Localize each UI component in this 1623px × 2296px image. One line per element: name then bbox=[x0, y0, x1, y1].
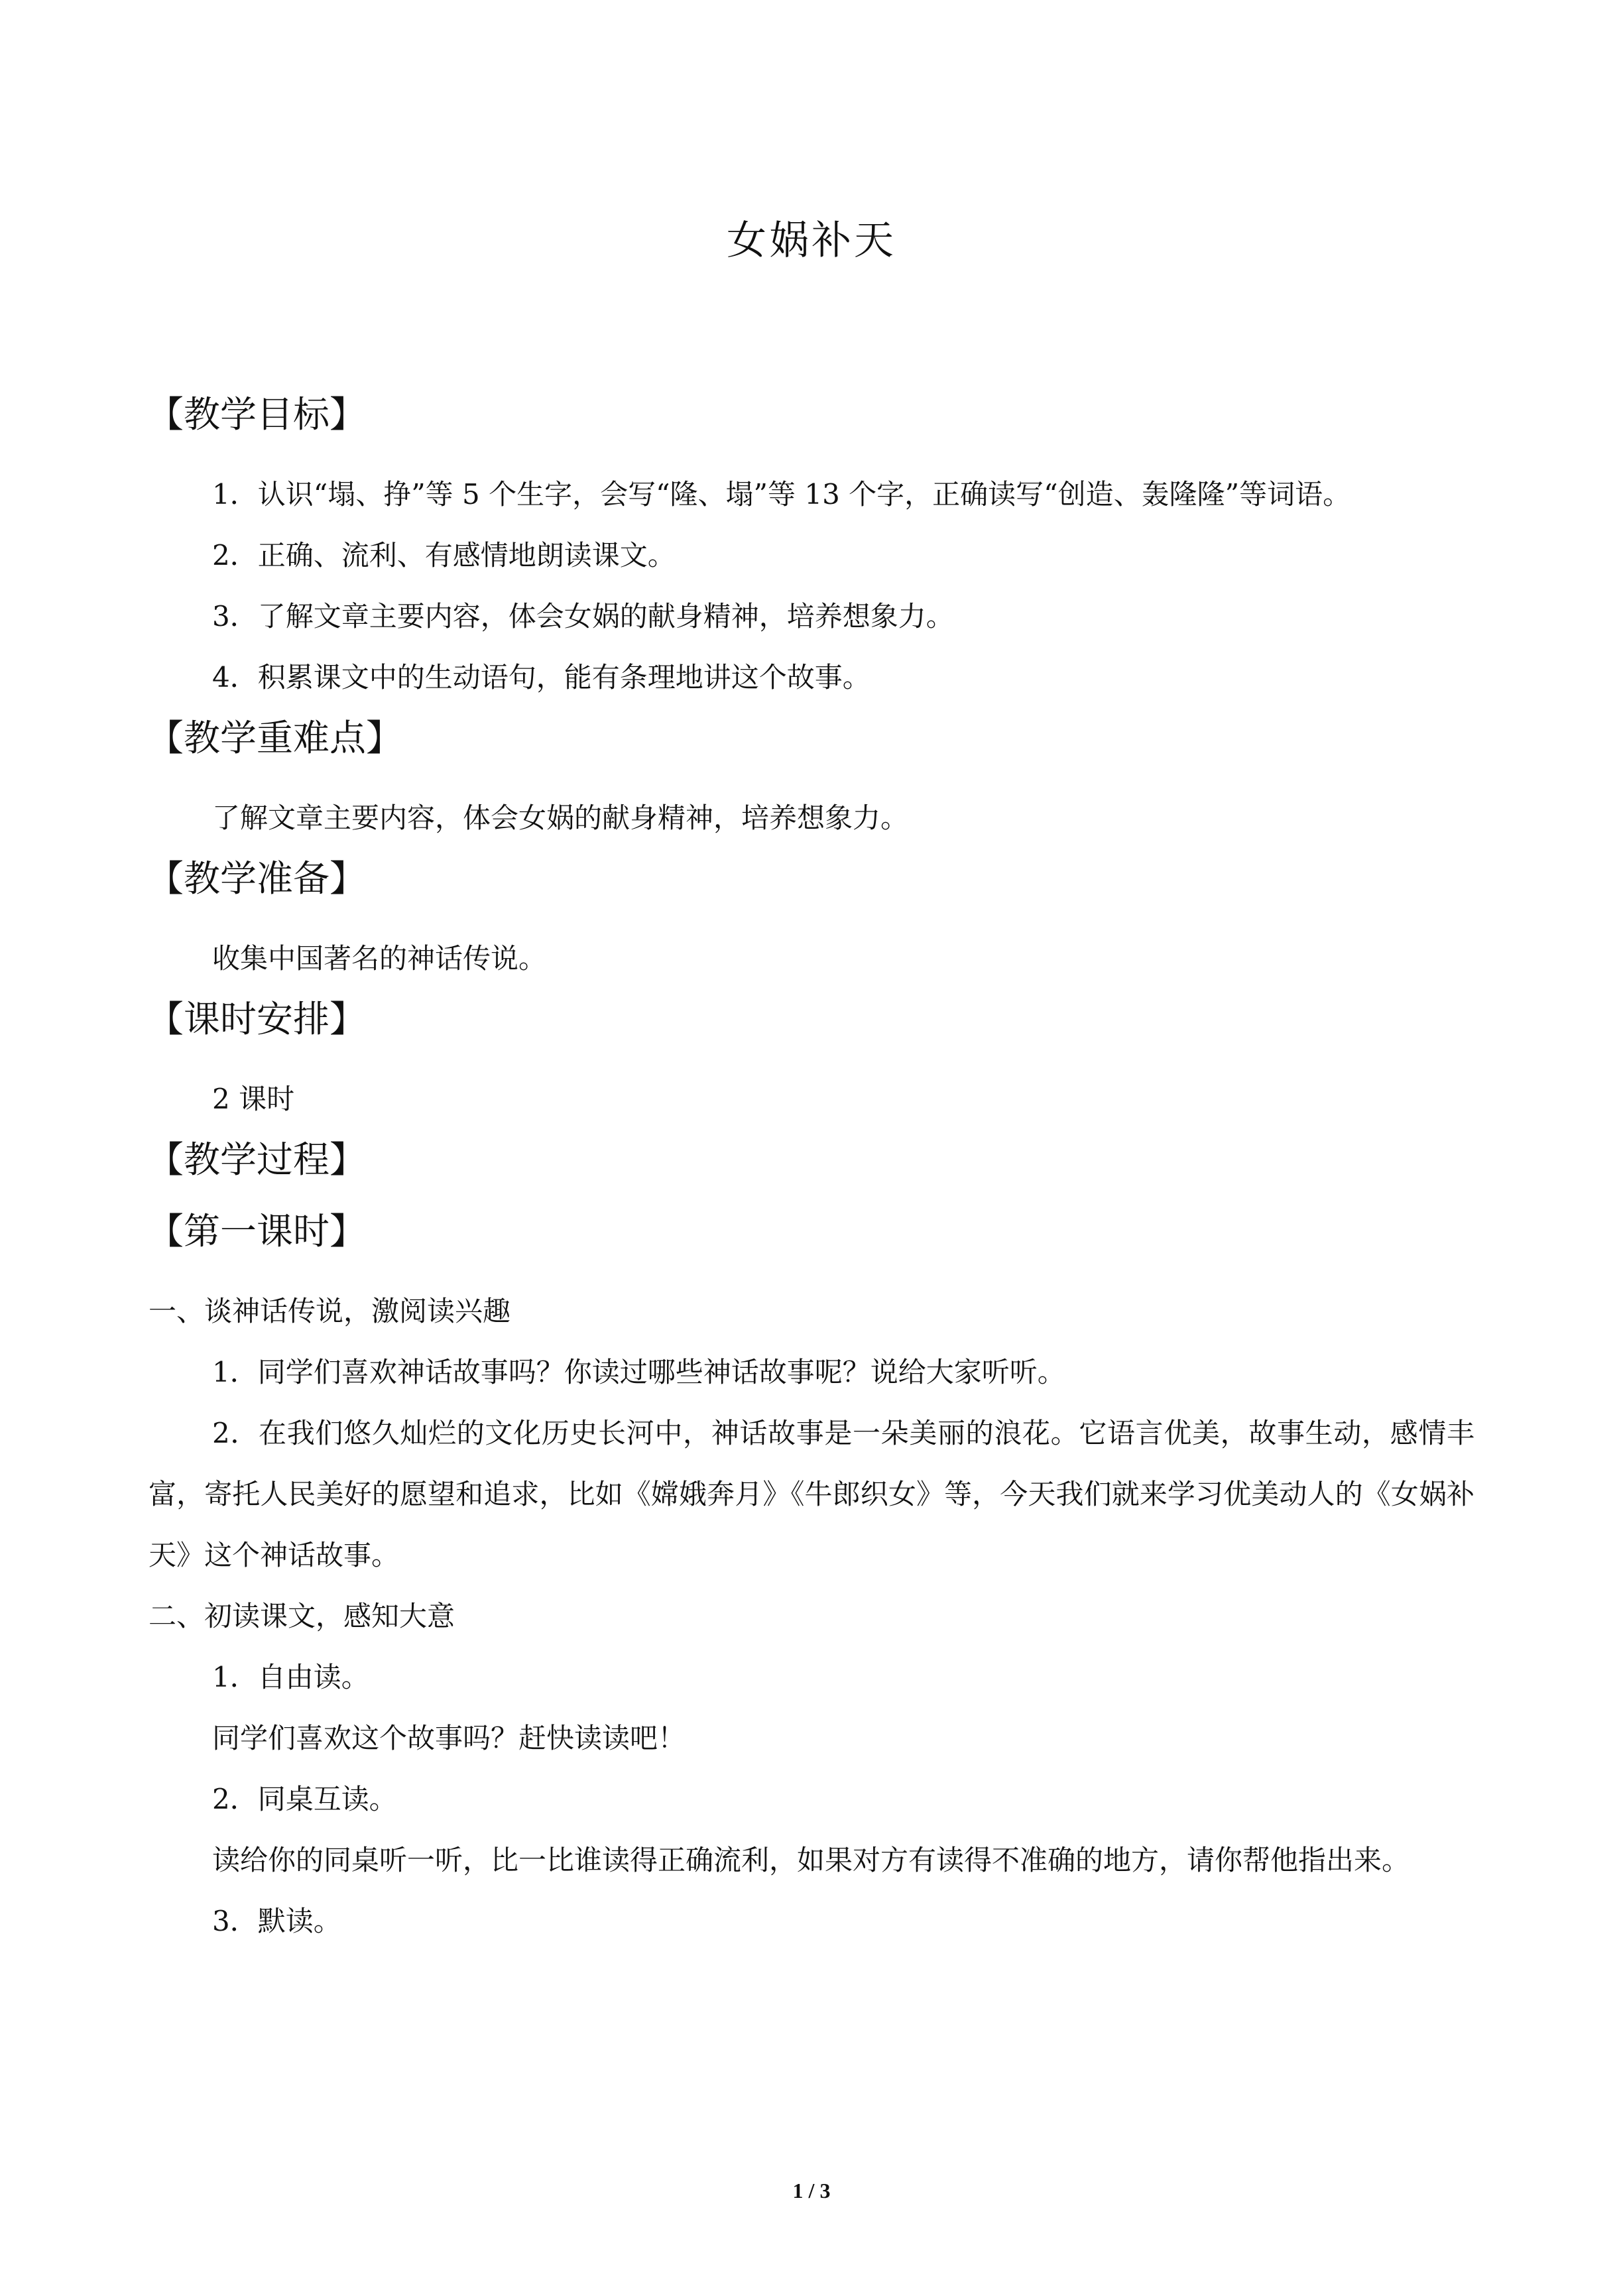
part2-title: 二、初读课文，感知大意 bbox=[149, 1600, 455, 1632]
heading-schedule: 【课时安排】 bbox=[147, 998, 367, 1040]
schedule-text: 2 课时 bbox=[212, 1083, 295, 1115]
preparation-text: 收集中国著名的神话传说。 bbox=[212, 942, 547, 975]
page-number: 1 / 3 bbox=[792, 2179, 831, 2203]
part1-title: 一、谈神话传说，激阅读兴趣 bbox=[149, 1295, 511, 1327]
objective-item-3: 3．了解文章主要内容，体会女娲的献身精神，培养想象力。 bbox=[212, 600, 954, 633]
part2-item-5: 3．默读。 bbox=[212, 1905, 341, 1937]
part2-item-4: 读给你的同桌听一听，比一比谁读得正确流利，如果对方有读得不准确的地方，请你帮他指出来。 bbox=[212, 1844, 1410, 1876]
part1-item-1: 1．同学们喜欢神话故事吗？你读过哪些神话故事呢？说给大家听听。 bbox=[212, 1356, 1065, 1388]
part2-item-1: 1．自由读。 bbox=[212, 1661, 369, 1693]
heading-key-points: 【教学重难点】 bbox=[147, 717, 403, 759]
objective-item-4: 4．积累课文中的生动语句，能有条理地讲这个故事。 bbox=[212, 661, 871, 694]
objective-item-2: 2．正确、流利、有感情地朗读课文。 bbox=[212, 539, 676, 572]
document-body bbox=[149, 385, 1474, 1952]
objective-item-1: 1．认识“塌、挣”等 5 个生字，会写“隆、塌”等 13 个字，正确读写“创造、轰隆隆”等词语。 bbox=[212, 478, 1351, 511]
key-points-text: 了解文章主要内容，体会女娲的献身精神，培养想象力。 bbox=[212, 802, 909, 834]
part2-item-3: 2．同桌互读。 bbox=[212, 1783, 397, 1815]
heading-lesson-1: 【第一课时】 bbox=[147, 1210, 367, 1252]
heading-objectives: 【教学目标】 bbox=[147, 393, 367, 436]
heading-process: 【教学过程】 bbox=[147, 1138, 367, 1181]
part1-item-2: 2．在我们悠久灿烂的文化历史长河中，神话故事是一朵美丽的浪花。它语言优美，故事生动，感情丰富，寄托人民美好的愿望和追求，比如《嫦娥奔月》《牛郎织女》等，今天我们就来学习优美动人的《女娲补天》这个神话故事。 bbox=[149, 1417, 1474, 1571]
part2-item-2: 同学们喜欢这个故事吗？赶快读读吧！ bbox=[212, 1722, 686, 1754]
heading-preparation: 【教学准备】 bbox=[147, 857, 367, 900]
document-title: 女娲补天 bbox=[727, 217, 896, 264]
